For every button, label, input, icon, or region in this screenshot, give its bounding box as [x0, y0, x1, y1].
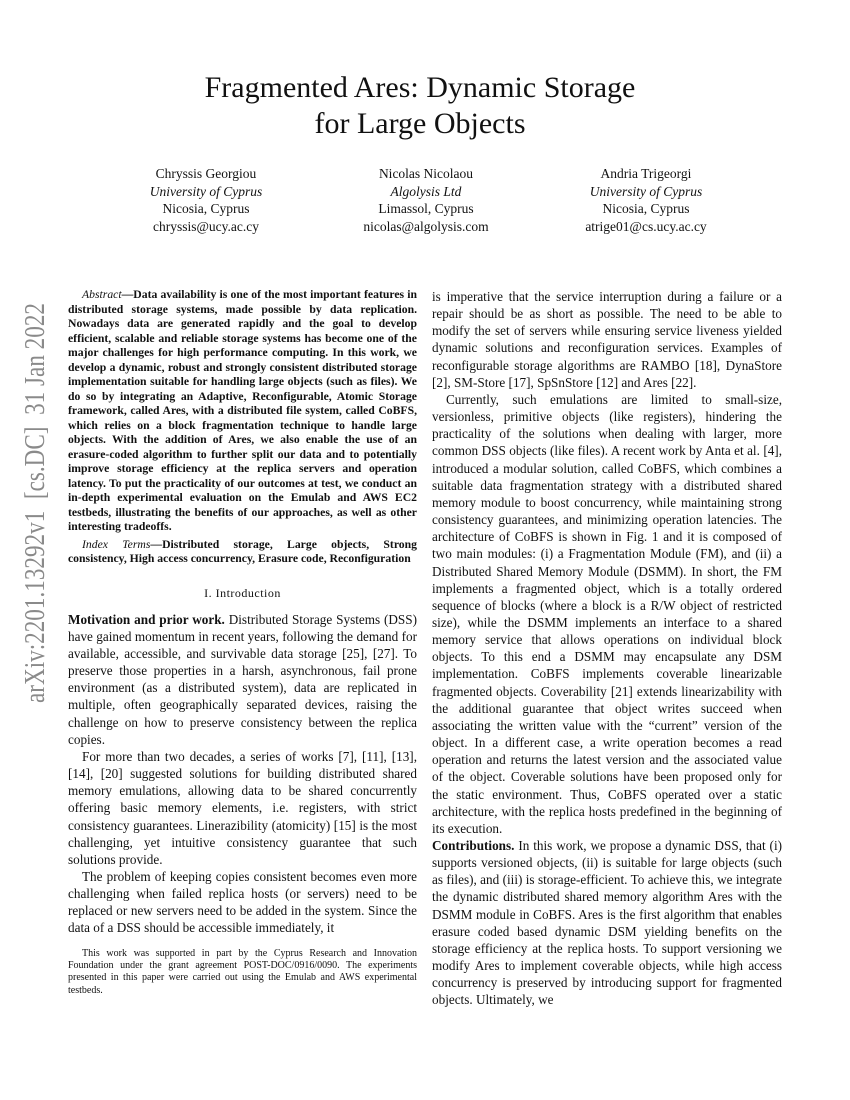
author-affiliation: University of Cyprus: [149, 183, 263, 199]
author-name: Chryssis Georgiou: [155, 166, 257, 181]
author-email: nicolas@algolysis.com: [363, 218, 489, 234]
paper-title: [70, 70, 770, 142]
section-heading: I. Introduction: [204, 585, 281, 600]
author-block: [96, 165, 756, 235]
intro-paragraph-1: [68, 611, 417, 748]
intro-paragraph-3: The problem of keeping copies consistent becomes even more challenging when failed replica hosts (or servers) need to be replaced or new servers need to be added in the system. Since the data of a DSS should be accessible immediately, it: [68, 869, 417, 936]
author-3: [536, 165, 756, 235]
author-email: chryssis@ucy.ac.cy: [152, 218, 260, 234]
arxiv-stamp: [4, 303, 56, 703]
author-1: [96, 165, 316, 235]
left-column: [68, 288, 417, 937]
index-terms-text: —Distributed storage, Large objects, Strong consistency, High access concurrency, Erasure code, Reconfiguration: [68, 537, 417, 565]
author-affiliation: University of Cyprus: [589, 183, 703, 199]
paragraph-text: In this work, we propose a dynamic DSS, that (i) supports versioned objects, (ii) is suitable for large objects (such as files), and (iii) is storage-efficient. To achieve this, we integrate the dynamic distributed shared memory algorithm Ares with the DSMM module in CoBFS. Ares is the first algorithm that enables erasure coded based dynamic DSM yielding benefits on the storage efficiency at the replica hosts. To support versioning we modify Ares to implement coverable objects, while high access concurrency is preserved by introducing support for fragmented objects. Ultimately, we: [432, 838, 782, 1008]
contributions-runin-heading: Contributions.: [432, 838, 515, 853]
footnote: [68, 948, 417, 997]
title-line-2: for Large Objects: [314, 107, 526, 140]
index-terms-label: Index Terms: [82, 537, 151, 551]
abstract-text: —Data availability is one of the most important features in distributed storage systems, made possible by data replication. Nowadays data are generated rapidly and the goal to develop efficient, scalable and reliable storage systems has become one of the major challenges for high performance computing. In this work, we develop a dynamic, robust and strongly consistent distributed storage implementation suitable for handling large objects (such as files). We do so by integrating an Adaptive, Reconfigurable, Atomic Storage framework, called Ares, with a distributed file system, called CoBFS, which relies on a block fragmentation technique to handle large objects. With the addition of Ares, we also enable the use of an erasure-coded algorithm to further split our data and to potentially improve storage efficiency at the replica servers and operation latency. To put the practicality of our outcomes at test, we conduct an in-depth experimental evaluation on the Emulab and AWS EC2 testbeds, illustrating the benefits of our approaches, as well as other interesting tradeoffs.: [68, 288, 417, 533]
paragraph-text: Distributed Storage Systems (DSS) have gained momentum in recent years, following the demand for available, accessible, and survivable data storage [25], [27]. To preserve those properties in a harsh, asynchronous, fail prone environment (as a distributed system), data are replicated in multiple, often geographically separated devices, raising the challenge on how to preserve consistency between the replica copies.: [68, 611, 417, 747]
right-paragraph-1: is imperative that the service interruption during a failure or a repair should be as short as possible. The need to be able to modify the set of servers while ensuring service liveness yielded dynamic solutions and reconfiguration services. Examples of reconfigurable storage algorithms are RAMBO [18], DynaStore [2], SM-Store [17], SpSnStore [12] and Ares [22].: [432, 289, 782, 390]
author-location: Limassol, Cyprus: [378, 201, 474, 216]
intro-runin-heading: Motivation and prior work.: [68, 611, 225, 627]
author-2: [316, 165, 536, 235]
right-paragraph-2: Currently, such emulations are limited to small-size, versionless, primitive objects (like registers), hindering the practicality of the solutions when dealing with larger, more common DSS objects (like files). A recent work by Anta et al. [4], introduced a modular solution, called CoBFS, which combines a suitable data fragmentation strategy with a distributed shared memory module to boost concurrency, while maintaining strong consistency guarantees, and minimizing operation latencies. The architecture of CoBFS is shown in Fig. 1 and it is composed of two main modules: (i) a Fragmentation Module (FM), and (ii) a Distributed Shared Memory Module (DSMM). In short, the FM implements a fragmented object, which is a totally ordered sequence of blocks (where a block is a R/W object of restricted size), while the DSMM implements an interface to a shared memory service that allows operations on individual block objects. To this end a DSMM may encapsulate any DSM implementation. CoBFS implements coverable linearizable fragmented objects. Coverability [21] extends linearizability with the additional guarantee that object writes succeed when associating the written value with the “current” version of the object. In a different case, a write operation becomes a read operation and returns the latest version and the associated value of the object. Coverable solutions have been proposed only for the static environment. Thus, CoBFS operated over a static architecture, with the replica hosts predefined in the beginning of its execution.: [432, 391, 782, 836]
abstract: [68, 288, 417, 535]
contributions-paragraph: [432, 837, 782, 1009]
abstract-label: Abstract: [82, 288, 122, 301]
author-location: Nicosia, Cyprus: [602, 201, 690, 216]
intro-paragraph-2: For more than two decades, a series of works [7], [11], [13], [14], [20] suggested solutions for building distributed shared memory emulations, allowing data to be shared concurrently offering basic memory elements, i.e. registers, with strict consistency guarantees. Linerazibility (atomicity) [15] is the most challenging, yet intuitive consistency guarantee that such solutions provide.: [68, 748, 417, 867]
index-terms: [68, 538, 417, 567]
author-name: Nicolas Nicolaou: [378, 166, 474, 181]
footnote-text: This work was supported in part by the Cyprus Research and Innovation Foundation under the grant agreement POST-DOC/0916/0090. The experiments presented in this paper were carried out using the Emulab and AWS experimental testbeds.: [68, 948, 417, 996]
author-email: atrige01@cs.ucy.ac.cy: [585, 218, 707, 234]
right-column: [432, 288, 782, 1009]
title-line-1: Fragmented Ares: Dynamic Storage: [204, 71, 636, 104]
arxiv-stamp-text: arXiv:2201.13292v1 [cs.DC] 31 Jan 2022: [20, 303, 51, 703]
author-affiliation: Algolysis Ltd: [390, 183, 462, 199]
author-name: Andria Trigeorgi: [600, 166, 692, 181]
author-location: Nicosia, Cyprus: [162, 201, 250, 216]
